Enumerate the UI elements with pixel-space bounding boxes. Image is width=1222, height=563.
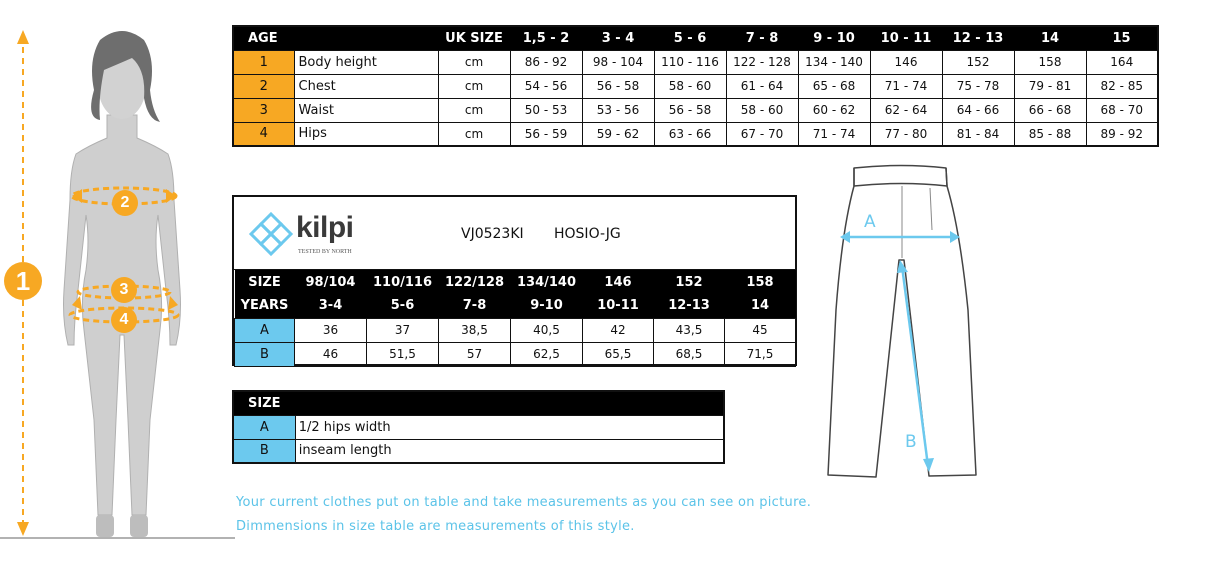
row-number: 3 <box>233 98 294 122</box>
cell: 65,5 <box>583 342 654 366</box>
product-size-table <box>232 195 797 366</box>
cell: 45 <box>725 318 796 342</box>
product-name: HOSIO-JG <box>554 226 621 242</box>
years-value: 12-13 <box>654 294 725 318</box>
row-label: A <box>233 415 295 439</box>
row-label: Waist <box>294 98 438 122</box>
row-unit: cm <box>438 74 510 98</box>
cell: 152 <box>942 50 1014 74</box>
cell: 37 <box>367 318 439 342</box>
row-description: inseam length <box>295 439 724 463</box>
row-label: B <box>235 342 295 366</box>
row-label: A <box>235 318 295 342</box>
cell: 36 <box>295 318 367 342</box>
years-value: 10-11 <box>583 294 654 318</box>
height-marker: 1 <box>4 262 42 300</box>
cell: 64 - 66 <box>942 98 1014 122</box>
years-value: 5-6 <box>367 294 439 318</box>
header-age-range: 9 - 10 <box>798 26 870 50</box>
cell: 122 - 128 <box>726 50 798 74</box>
cell: 71,5 <box>725 342 796 366</box>
note-line: Your current clothes put on table and take measurements as you can see on picture. <box>236 495 812 510</box>
cell: 77 - 80 <box>870 122 942 146</box>
row-label: B <box>233 439 295 463</box>
pants-label-b: B <box>905 432 917 452</box>
table-header-row <box>233 26 1158 50</box>
cell: 57 <box>439 342 511 366</box>
header-age-range: 7 - 8 <box>726 26 798 50</box>
years-header-row <box>235 294 796 318</box>
cell: 79 - 81 <box>1014 74 1086 98</box>
row-label: Hips <box>294 122 438 146</box>
cell: 98 - 104 <box>582 50 654 74</box>
cell: 67 - 70 <box>726 122 798 146</box>
header-label <box>294 26 438 50</box>
cell: 71 - 74 <box>798 122 870 146</box>
cell: 56 - 59 <box>510 122 582 146</box>
cell: 61 - 64 <box>726 74 798 98</box>
kilpi-logo-icon <box>248 211 294 257</box>
chest-marker: 2 <box>112 190 138 216</box>
cell: 134 - 140 <box>798 50 870 74</box>
size-value: 146 <box>583 270 654 294</box>
size-value: 152 <box>654 270 725 294</box>
size-value: 98/104 <box>295 270 367 294</box>
cell: 38,5 <box>439 318 511 342</box>
cell: 75 - 78 <box>942 74 1014 98</box>
row-description: 1/2 hips width <box>295 415 724 439</box>
measure-legend-table <box>232 390 725 464</box>
cell: 71 - 74 <box>870 74 942 98</box>
cell: 46 <box>295 342 367 366</box>
hips-marker: 4 <box>111 307 137 333</box>
cell: 58 - 60 <box>654 74 726 98</box>
brand-tagline: TESTED BY NORTH <box>298 249 352 255</box>
pants-label-a: A <box>864 212 876 232</box>
years-value: 9-10 <box>511 294 583 318</box>
waist-marker: 3 <box>111 277 137 303</box>
size-value: 122/128 <box>439 270 511 294</box>
cell: 68 - 70 <box>1086 98 1158 122</box>
row-unit: cm <box>438 122 510 146</box>
header-age-range: 14 <box>1014 26 1086 50</box>
header-age-range: 1,5 - 2 <box>510 26 582 50</box>
header-age-range: 12 - 13 <box>942 26 1014 50</box>
cell: 60 - 62 <box>798 98 870 122</box>
note-line: Dimmensions in size table are measurements of this style. <box>236 519 635 534</box>
years-value: 14 <box>725 294 796 318</box>
header-age-range: 10 - 11 <box>870 26 942 50</box>
cell: 62 - 64 <box>870 98 942 122</box>
table-row <box>235 318 796 342</box>
cell: 65 - 68 <box>798 74 870 98</box>
years-label: YEARS <box>235 294 295 318</box>
table-row <box>233 98 1158 122</box>
table-row <box>233 122 1158 146</box>
product-measure-table <box>234 270 796 367</box>
size-value: 158 <box>725 270 796 294</box>
cell: 51,5 <box>367 342 439 366</box>
cell: 50 - 53 <box>510 98 582 122</box>
header-age-range: 15 <box>1086 26 1158 50</box>
cell: 42 <box>583 318 654 342</box>
table-row <box>233 74 1158 98</box>
cell: 86 - 92 <box>510 50 582 74</box>
legend-header: SIZE <box>233 391 724 415</box>
cell: 40,5 <box>511 318 583 342</box>
cell: 89 - 92 <box>1086 122 1158 146</box>
size-value: 110/116 <box>367 270 439 294</box>
cell: 66 - 68 <box>1014 98 1086 122</box>
size-header-row <box>235 270 796 294</box>
cell: 110 - 116 <box>654 50 726 74</box>
cell: 82 - 85 <box>1086 74 1158 98</box>
header-age-range: 3 - 4 <box>582 26 654 50</box>
pants-illustration <box>820 160 985 485</box>
legend-header-row <box>233 391 724 415</box>
table-row <box>233 50 1158 74</box>
cell: 85 - 88 <box>1014 122 1086 146</box>
cell: 68,5 <box>654 342 725 366</box>
row-unit: cm <box>438 98 510 122</box>
row-label: Body height <box>294 50 438 74</box>
cell: 164 <box>1086 50 1158 74</box>
cell: 58 - 60 <box>726 98 798 122</box>
cell: 56 - 58 <box>582 74 654 98</box>
size-label: SIZE <box>235 270 295 294</box>
years-value: 7-8 <box>439 294 511 318</box>
table-row <box>233 439 724 463</box>
table-row <box>233 415 724 439</box>
size-value: 134/140 <box>511 270 583 294</box>
brand-name: kilpi <box>296 211 354 244</box>
table-row <box>235 342 796 366</box>
row-number: 2 <box>233 74 294 98</box>
cell: 59 - 62 <box>582 122 654 146</box>
cell: 53 - 56 <box>582 98 654 122</box>
cell: 43,5 <box>654 318 725 342</box>
header-age: AGE <box>233 26 294 50</box>
row-unit: cm <box>438 50 510 74</box>
cell: 81 - 84 <box>942 122 1014 146</box>
row-number: 1 <box>233 50 294 74</box>
cell: 54 - 56 <box>510 74 582 98</box>
cell: 56 - 58 <box>654 98 726 122</box>
header-age-range: 5 - 6 <box>654 26 726 50</box>
cell: 146 <box>870 50 942 74</box>
product-code: VJ0523KI <box>461 226 524 242</box>
product-header <box>234 197 795 270</box>
cell: 63 - 66 <box>654 122 726 146</box>
cell: 158 <box>1014 50 1086 74</box>
row-label: Chest <box>294 74 438 98</box>
header-uk-size: UK SIZE <box>438 26 510 50</box>
cell: 62,5 <box>511 342 583 366</box>
row-number: 4 <box>233 122 294 146</box>
body-size-table <box>232 25 1159 147</box>
years-value: 3-4 <box>295 294 367 318</box>
